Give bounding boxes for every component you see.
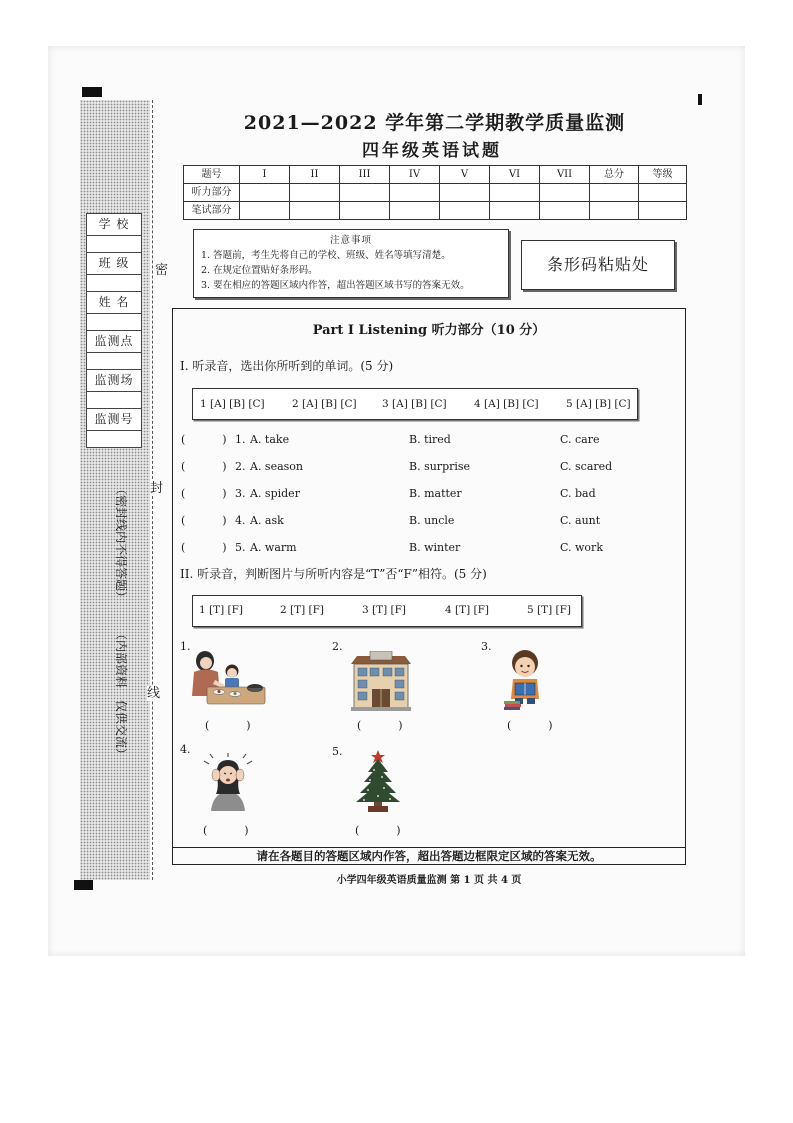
bottom-notice-divider (172, 847, 686, 848)
option-b: B. matter (409, 487, 462, 500)
score-header-cell: II (290, 166, 340, 184)
answer-blank: ( ) (181, 460, 228, 473)
barcode-area: 条形码粘贴处 (521, 240, 675, 290)
picture-answer-blank: ( ) (203, 824, 250, 837)
question-number: 1. (235, 433, 246, 446)
right-hand (236, 769, 244, 781)
score-header-cell: 总分 (590, 166, 639, 184)
child-face (515, 657, 535, 677)
answer-blank: ( ) (181, 514, 228, 527)
question-number: 4. (235, 514, 246, 527)
score-cell (490, 184, 540, 202)
section-2-heading: II. 听录音，判断图片与所听内容是“T”否“F”相符。(5 分) (180, 567, 487, 581)
score-cell (390, 184, 440, 202)
score-table (183, 165, 687, 220)
score-cell (590, 202, 639, 220)
field-label-school: 学 校 (87, 214, 142, 236)
option-b: B. uncle (409, 514, 455, 527)
notice-box (193, 229, 509, 298)
score-cell (639, 202, 687, 220)
exam-title: 2021—2022 学年第二学期教学质量监测 (243, 112, 626, 134)
option-b: B. tired (409, 433, 451, 446)
internal-material-note: （内部资料 仅供交流） (114, 628, 128, 761)
score-cell (340, 202, 390, 220)
picture-number: 2. (332, 640, 343, 653)
score-header-cell: V (440, 166, 490, 184)
option-a: A. take (250, 433, 290, 446)
field-label-test-site: 监测点 (87, 331, 142, 353)
answer-blank: ( ) (181, 541, 228, 554)
score-cell (639, 184, 687, 202)
option-c: C. work (560, 541, 603, 554)
score-cell (440, 184, 490, 202)
option-a: A. warm (250, 541, 297, 554)
field-blank-test-site (87, 353, 142, 370)
score-cell (340, 184, 390, 202)
answer-sheet-item: 1 [T] [F] (199, 604, 244, 616)
question-number: 2. (235, 460, 246, 473)
answer-blank: ( ) (181, 433, 228, 446)
score-cell (240, 184, 290, 202)
registration-mark-top-left (82, 87, 102, 97)
picture-answer-blank: ( ) (355, 824, 402, 837)
score-row-label: 听力部分 (184, 184, 240, 202)
score-row-written (184, 202, 687, 220)
score-header-cell: IV (390, 166, 440, 184)
score-row-label: 笔试部分 (184, 202, 240, 220)
field-blank-test-number (87, 431, 142, 448)
picture-christmas-tree (354, 750, 402, 812)
option-c: C. aunt (560, 514, 601, 527)
score-cell (540, 202, 590, 220)
answer-sheet-item: 3 [A] [B] [C] (382, 398, 447, 410)
section-1-heading: I. 听录音，选出你所听到的单词。(5 分) (180, 359, 394, 373)
boy-figure (225, 665, 239, 691)
answer-sheet-item: 4 [T] [F] (445, 604, 490, 616)
registration-mark-top-right (698, 94, 702, 105)
field-blank-test-room (87, 392, 142, 409)
tree-pot (368, 806, 388, 812)
picture-building (351, 651, 411, 711)
picture-answer-blank: ( ) (507, 719, 554, 732)
option-b: B. winter (409, 541, 461, 554)
answer-sheet-item: 3 [T] [F] (362, 604, 407, 616)
field-blank-class (87, 275, 142, 292)
seal-note: （密封线内不得答题） (114, 483, 128, 604)
page-footer: 小学四年级英语质量监测 第 1 页 共 4 页 (336, 875, 522, 886)
score-row-listening (184, 184, 687, 202)
student-info-table (86, 213, 142, 448)
notice-title: 注意事项 (329, 235, 372, 246)
seal-char-xian: 线 (147, 686, 161, 701)
tree-trunk (374, 802, 382, 806)
answer-sheet-item: 5 [A] [B] [C] (566, 398, 631, 410)
part-title: Part I Listening 听力部分（10 分） (312, 323, 546, 338)
option-b: B. surprise (409, 460, 471, 473)
score-cell (290, 202, 340, 220)
picture-number: 5. (332, 745, 343, 758)
score-header-cell: I (240, 166, 290, 184)
field-blank-name (87, 314, 142, 331)
seal-char-mi: 密 (155, 263, 169, 278)
score-cell (590, 184, 639, 202)
option-c: C. bad (560, 487, 596, 500)
building-sign (370, 651, 392, 660)
picture-number: 4. (180, 743, 191, 756)
option-a: A. ask (250, 514, 284, 527)
picture-child-reading (503, 649, 547, 711)
exam-subtitle: 四年级英语试题 (362, 141, 502, 161)
score-cell (540, 184, 590, 202)
score-cell (490, 202, 540, 220)
score-cell (440, 202, 490, 220)
question-number: 3. (235, 487, 246, 500)
book-stack (504, 701, 521, 710)
building-base (351, 707, 411, 711)
notice-item: 2. 在规定位置贴好条形码。 (201, 265, 318, 276)
seal-char-feng: 封 (150, 481, 164, 496)
option-a: A. season (250, 460, 304, 473)
option-a: A. spider (250, 487, 300, 500)
left-hand (212, 769, 220, 781)
field-label-test-room: 监测场 (87, 370, 142, 392)
picture-answer-blank: ( ) (357, 719, 404, 732)
answer-sheet-item: 2 [T] [F] (280, 604, 325, 616)
picture-number: 3. (481, 640, 492, 653)
dining-table (207, 684, 265, 704)
answer-sheet-item: 2 [A] [B] [C] (292, 398, 357, 410)
score-header-cell: VI (490, 166, 540, 184)
picture-answer-blank: ( ) (205, 719, 252, 732)
answer-sheet-item: 4 [A] [B] [C] (474, 398, 539, 410)
score-header-cell: 等级 (639, 166, 687, 184)
score-cell (390, 202, 440, 220)
score-cell (240, 202, 290, 220)
notice-item: 1. 答题前，考生先将自己的学校、班级、姓名等填写清楚。 (201, 250, 451, 261)
picture-girl-holding-head (203, 753, 253, 811)
option-c: C. scared (560, 460, 613, 473)
answer-sheet-item: 5 [T] [F] (527, 604, 572, 616)
score-header-cell: III (340, 166, 390, 184)
answer-sheet-item: 1 [A] [B] [C] (200, 398, 265, 410)
score-table-header (184, 166, 687, 184)
score-cell (290, 184, 340, 202)
field-label-test-number: 监测号 (87, 409, 142, 431)
option-c: C. care (560, 433, 600, 446)
field-label-class: 班 级 (87, 253, 142, 275)
notice-item: 3. 要在相应的答题区域内作答，超出答题区域书写的答案无效。 (201, 280, 470, 291)
registration-mark-bottom-left (74, 880, 93, 890)
picture-people-eating (189, 650, 267, 706)
answer-area-notice: 请在各题目的答题区域内作答，超出答题边框限定区域的答案无效。 (256, 849, 602, 863)
score-header-cell: 题号 (184, 166, 240, 184)
field-blank-school (87, 236, 142, 253)
score-header-cell: VII (540, 166, 590, 184)
field-label-name: 姓 名 (87, 292, 142, 314)
answer-blank: ( ) (181, 487, 228, 500)
question-number: 5. (235, 541, 246, 554)
picture-number: 1. (180, 640, 191, 653)
